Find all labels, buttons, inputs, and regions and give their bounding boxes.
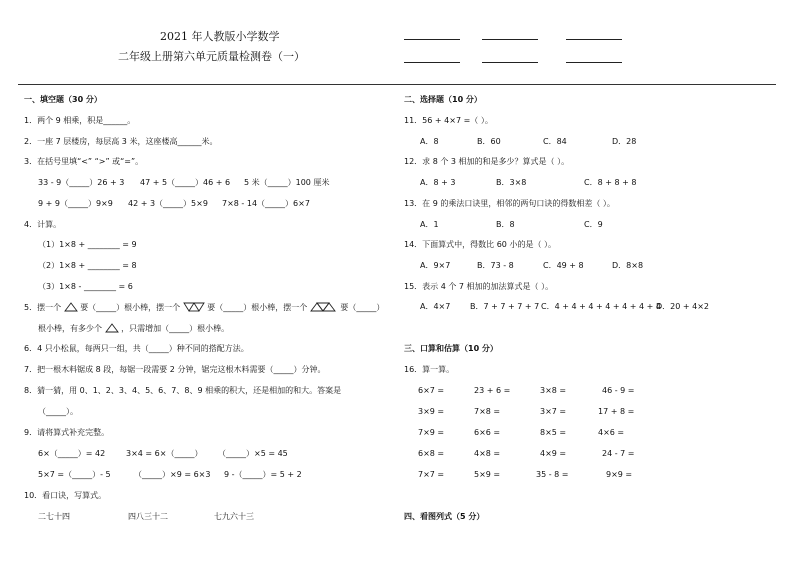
q9-row2-b: （_____）×9 = 6×3 [134, 470, 211, 479]
q13-option-b[interactable]: B．8 [496, 220, 515, 229]
q13-option-c[interactable]: C．9 [584, 220, 603, 229]
q15-option-a[interactable]: A．4×7 [420, 302, 451, 311]
section-3-heading: 三、口算和估算（10 分） [404, 344, 498, 353]
q5-line2-b: ，只需增加（_____）根小棒。 [121, 324, 230, 333]
q11-option-c[interactable]: C．84 [543, 137, 567, 146]
calc-r4-c3: 4×9 = [540, 449, 567, 458]
q12-option-b[interactable]: B．3×8 [496, 178, 527, 187]
calc-r4-c4: 24 - 7 = [602, 449, 635, 458]
question-12: 12．求 8 个 3 相加的和是多少？算式是（ ）。 [404, 157, 570, 166]
q9-row1-a: 6×（_____）= 42 [38, 449, 106, 458]
q4-item-2: （2）1×8 + ________ = 8 [38, 261, 137, 270]
q10-c: 七九六十三 [214, 512, 254, 521]
q3-row1-c: 5 米（_____）100 厘米 [244, 178, 330, 187]
q5-text-c: 要（_____）根小棒，摆一个 [207, 303, 308, 312]
q5-text-d: 要（_____） [340, 303, 385, 312]
q9-row2-a: 5×7 =（_____）- 5 [38, 470, 111, 479]
q3-row1-a: 33 - 9（_____）26 + 3 [38, 178, 125, 187]
question-10: 10．看口诀，写算式。 [24, 491, 107, 500]
q11-option-d[interactable]: D．28 [612, 137, 637, 146]
calc-r5-c1: 7×7 = [418, 470, 445, 479]
question-9: 9．请将算式补充完整。 [24, 428, 110, 437]
q9-row1-c: （_____）×5 = 45 [218, 449, 288, 458]
q13-option-a[interactable]: A．1 [420, 220, 439, 229]
title-line-1: 2021 年人教版小学数学 [160, 30, 280, 43]
calc-r3-c3: 8×5 = [540, 428, 567, 437]
q14-option-a[interactable]: A．9×7 [420, 261, 451, 270]
calc-r3-c1: 7×9 = [418, 428, 445, 437]
q5-line2-a: 根小棒，有多少个 [38, 324, 102, 333]
q3-row2-c: 7×8 - 14（_____）6×7 [222, 199, 310, 208]
q15-option-b[interactable]: B．7 + 7 + 7 + 7 [470, 302, 540, 311]
q5-text-a: 5．摆一个 [24, 303, 62, 312]
q12-option-c[interactable]: C．8 + 8 + 8 [584, 178, 637, 187]
q15-option-d[interactable]: D．20 + 4×2 [656, 302, 710, 311]
question-5-line-1 [24, 302, 384, 313]
calc-r5-c3: 35 - 8 = [536, 470, 569, 479]
calc-r5-c4: 9×9 = [606, 470, 633, 479]
question-8: 8．猜一猜，用 0、1、2、3、4、5、6、7、8、9 相乘的积大，还是相加的和大。答案是 [24, 386, 342, 395]
info-blank-5[interactable] [482, 62, 538, 63]
calc-r2-c2: 7×8 = [474, 407, 501, 416]
question-1: 1．两个 9 相乘，积是______。 [24, 116, 136, 125]
calc-r5-c2: 5×9 = [474, 470, 501, 479]
calc-r4-c2: 4×8 = [474, 449, 501, 458]
question-3: 3．在括号里填“<” “>” 或“=”。 [24, 157, 144, 166]
question-11: 11．56 + 4×7 =（ ）。 [404, 116, 493, 125]
triangle-icon [64, 302, 78, 312]
question-2: 2．一座 7 层楼房，每层高 3 米，这座楼高______米。 [24, 137, 218, 146]
q14-option-c[interactable]: C．49 + 8 [543, 261, 584, 270]
q3-row2-a: 9 + 9（_____）9×9 [38, 199, 113, 208]
question-5-line-2 [38, 323, 229, 334]
section-2-heading: 二、选择题（10 分） [404, 95, 482, 104]
q12-option-a[interactable]: A．8 + 3 [420, 178, 456, 187]
q4-item-3: （3）1×8 - ________ = 6 [38, 282, 133, 291]
q11-option-b[interactable]: B．60 [477, 137, 501, 146]
question-6: 6．4 只小松鼠，每两只一组，共（_____）种不同的搭配方法。 [24, 344, 249, 353]
title-line-2: 二年级上册第六单元质量检测卷（一） [118, 50, 305, 63]
triangle-icon [105, 323, 119, 333]
q10-a: 二七十四 [38, 512, 70, 521]
calc-r3-c4: 4×6 = [598, 428, 625, 437]
question-8-tail: （_____）。 [38, 407, 78, 416]
calc-r3-c2: 6×6 = [474, 428, 501, 437]
calc-r1-c4: 46 - 9 = [602, 386, 635, 395]
question-7: 7．把一根木料锯成 8 段，每锯一段需要 2 分钟，锯完这根木料需要（_____）分钟。 [24, 365, 326, 374]
two-triangles-icon [183, 302, 205, 312]
section-4-heading: 四、看图列式（5 分） [404, 512, 485, 521]
calc-r1-c1: 6×7 = [418, 386, 445, 395]
info-blank-1[interactable] [404, 39, 460, 40]
q5-text-b: 要（_____）根小棒，摆一个 [80, 303, 181, 312]
question-4: 4．计算。 [24, 220, 62, 229]
calc-r1-c2: 23 + 6 = [474, 386, 511, 395]
info-blank-6[interactable] [566, 62, 622, 63]
three-triangles-icon [310, 302, 338, 312]
header-separator [18, 84, 776, 85]
info-blank-3[interactable] [566, 39, 622, 40]
question-14: 14．下面算式中，得数比 60 小的是（ ）。 [404, 240, 556, 249]
calc-r2-c1: 3×9 = [418, 407, 445, 416]
q14-option-b[interactable]: B．73 - 8 [477, 261, 514, 270]
info-blank-4[interactable] [404, 62, 460, 63]
q14-option-d[interactable]: D．8×8 [612, 261, 644, 270]
q9-row1-b: 3×4 = 6×（_____） [126, 449, 203, 458]
question-13: 13．在 9 的乘法口诀里，相邻的两句口诀的得数相差（ ）。 [404, 199, 615, 208]
calc-r2-c3: 3×7 = [540, 407, 567, 416]
q4-item-1: （1）1×8 + ________ = 9 [38, 240, 137, 249]
q9-row2-c: 9 -（_____）= 5 + 2 [224, 470, 302, 479]
info-blank-2[interactable] [482, 39, 538, 40]
q3-row2-b: 42 + 3（_____）5×9 [128, 199, 208, 208]
q15-option-c[interactable]: C．4 + 4 + 4 + 4 + 4 + 4 + 4 [541, 302, 661, 311]
calc-r4-c1: 6×8 = [418, 449, 445, 458]
calc-r1-c3: 3×8 = [540, 386, 567, 395]
section-1-heading: 一、填空题（30 分） [24, 95, 102, 104]
question-15: 15．表示 4 个 7 相加的加法算式是（ ）。 [404, 282, 554, 291]
question-16: 16．算一算。 [404, 365, 455, 374]
calc-r2-c4: 17 + 8 = [598, 407, 635, 416]
q3-row1-b: 47 + 5（_____）46 + 6 [140, 178, 231, 187]
q11-option-a[interactable]: A．8 [420, 137, 439, 146]
q10-b: 四八三十二 [128, 512, 168, 521]
